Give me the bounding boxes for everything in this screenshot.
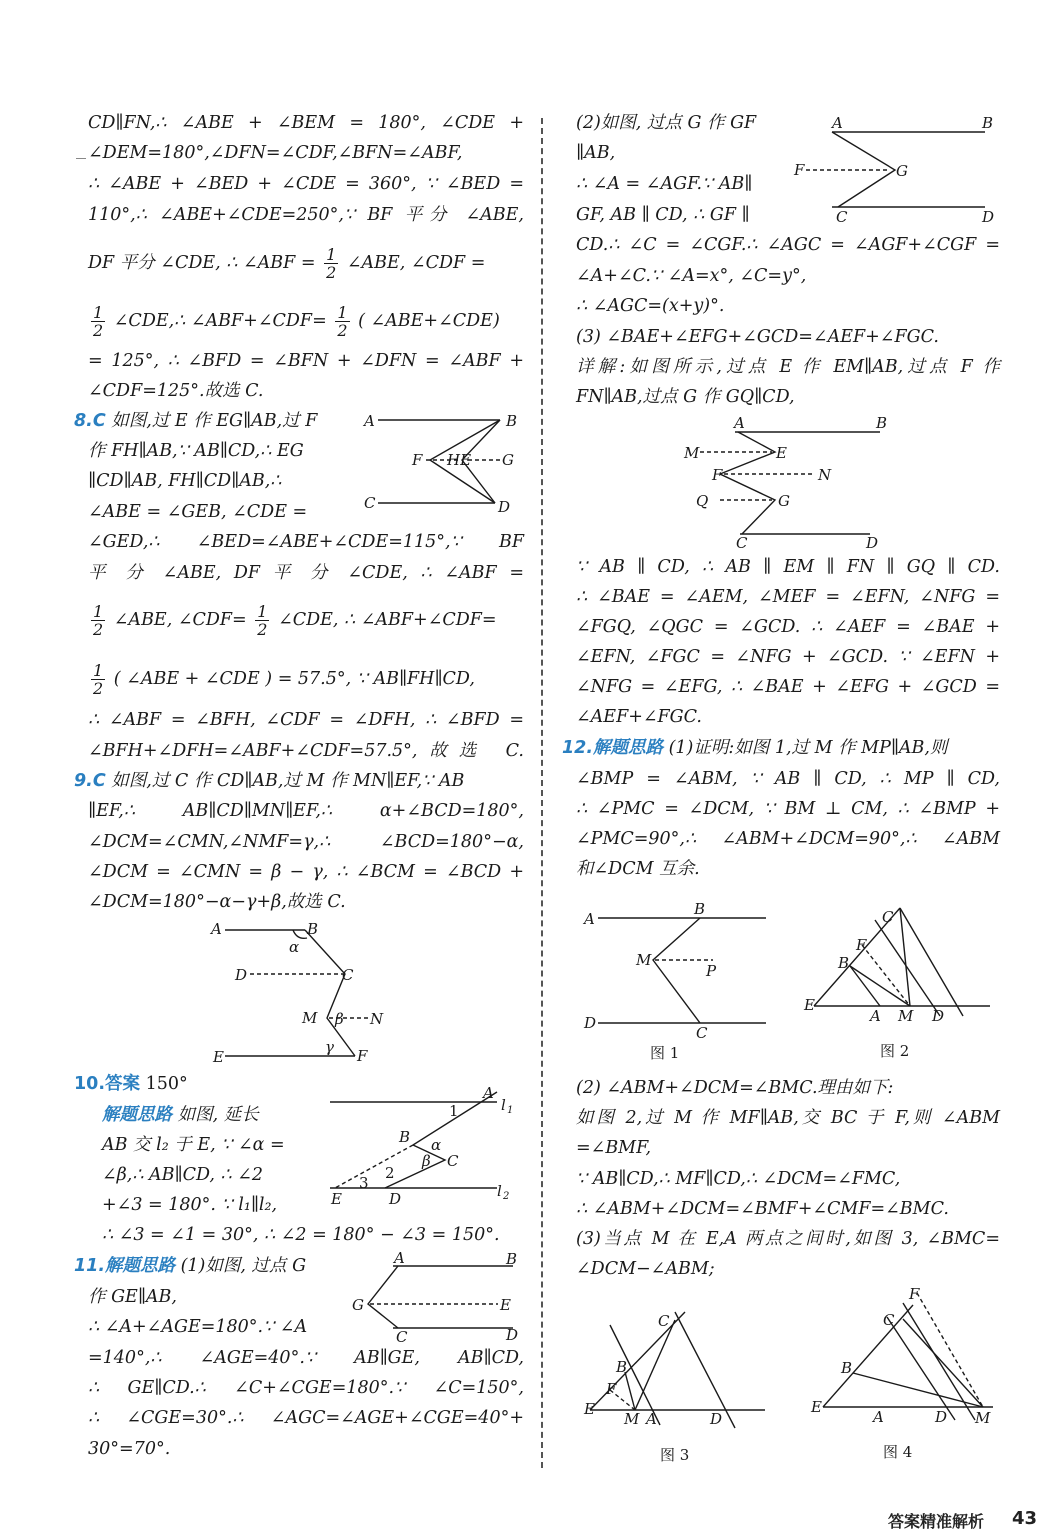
svg-text:A: A [483,1084,494,1102]
text-line: ∴ ∠ABF = ∠BFH, ∠CDF = ∠DFH, ∴ ∠BFD = [88,710,524,730]
svg-text:A: A [211,920,222,938]
text-line [102,1104,324,1126]
svg-text:G: G [502,451,514,469]
text-line [88,246,524,281]
svg-text:D: D [710,1410,723,1428]
line-ec [823,1305,913,1407]
line-cm [635,1320,675,1410]
text-line: ∠A+∠C.∵ ∠A=x°, ∠C=y°, [576,266,807,286]
figure-q12-2 [800,898,1000,1063]
answer-value: 150° [145,1074,188,1094]
text-line: ∠DCM=∠CMN,∠NMF=γ,∴ ∠BCD=180°−α, [88,832,524,852]
svg-text:α: α [289,938,300,956]
svg-text:A: A [734,414,745,432]
text-line: ∥CD∥AB, FH∥CD∥AB,∴ [88,471,282,491]
svg-text:C: C [658,1312,670,1330]
svg-text:B: B [307,920,319,938]
svg-text:1: 1 [507,1105,514,1116]
svg-text:B: B [841,1359,853,1377]
svg-text:Q: Q [696,492,709,510]
question-number: 12. [562,738,594,758]
svg-text:A: A [584,910,595,928]
text-line: =∠BMF, [576,1138,652,1158]
line-bm [853,1373,983,1407]
svg-text:β: β [422,1152,431,1170]
text-line: ∥AB, [576,143,616,163]
text-line: ∴ ∠3 = ∠1 = 30°, ∴ ∠2 = 180° − ∠3 = 150°. [102,1225,500,1245]
text-line: ∠AEF+∠FGC. [576,707,702,727]
figure-q12-1 [578,898,773,1063]
text-fragment: (1)如图, 过点 G [180,1256,307,1276]
text-line: ∵ AB ∥ CD, ∴ AB ∥ EM ∥ FN ∥ GQ ∥ CD. [576,557,1000,577]
text-line: ∴ ∠ABE + ∠BED + ∠CDE = 360°, ∵ ∠BED = [88,174,524,194]
svg-text:E: E [213,1048,224,1066]
text-line: GF, AB ∥ CD, ∴ GF ∥ [576,205,750,225]
svg-text:l: l [501,1096,506,1114]
figure-q11-3 [680,412,890,552]
svg-text:C: C [447,1152,459,1170]
text-line: ∠DCM=180°−α−γ+β,故选 C. [88,892,346,912]
svg-text:P: P [706,962,717,980]
svg-text:M: M [636,951,652,969]
svg-text:A: A [832,114,843,132]
svg-text:B: B [838,954,850,972]
svg-text:F: F [606,1380,617,1398]
svg-text:E: E [331,1190,342,1205]
text-line: ∠DEM=180°,∠DFN=∠CDF,∠BFN=∠ABF, [88,143,463,163]
svg-text:C: C [836,208,848,226]
svg-text:A: A [364,412,375,430]
svg-text:D: D [935,1408,948,1426]
figure-q12-3 [580,1300,780,1470]
text-line: 如图 2,过 M 作 MF∥AB,交 BC 于 F,则 ∠ABM [576,1108,1000,1128]
figure-q9 [205,918,400,1068]
question-number: 9.C [74,771,106,791]
text-line: 30°=70°. [88,1439,171,1459]
svg-text:C: C [364,494,376,512]
svg-text:B: B [876,414,888,432]
text-line: 作 FH∥AB,∵ AB∥CD,∴ EG [88,441,304,461]
svg-text:E: E [584,1400,595,1418]
text-line: = 125°, ∴ ∠BFD = ∠BFN + ∠DFN = ∠ABF + [88,351,524,371]
text-line: ∴ ∠A+∠AGE=180°.∵ ∠A [88,1317,308,1337]
text-line [88,662,524,697]
figure-q10 [325,1080,525,1205]
text-line [88,304,524,339]
margin-tick [76,158,86,159]
text-line [88,603,524,638]
svg-text:F: F [794,161,805,179]
text-fragment: ∠ABE, ∠CDF= [113,610,247,630]
text-fragment: 如图, 延长 [177,1105,259,1125]
text-fragment: ∠CDE,∴ ∠ABF+∠CDF= [113,311,327,331]
text-line: (2) ∠ABM+∠DCM=∠BMC.理由如下: [576,1078,894,1098]
svg-text:D: D [389,1190,402,1205]
dashed-extension [335,1145,413,1188]
text-line: ∠β,∴ AB∥CD, ∴ ∠2 [102,1165,264,1185]
svg-text:3: 3 [359,1174,369,1192]
text-line: ∠EFN, ∠FGC = ∠NFG + ∠GCD. ∵ ∠EFN + [576,647,1000,667]
figure-q11-2 [790,112,1000,227]
answer-tag: 答案 [105,1074,141,1094]
text-line: ∴ ∠ABM+∠DCM=∠BMF+∠CMF=∠BMC. [576,1199,949,1219]
text-line: ∴ ∠AGC=(x+y)°. [576,296,725,316]
line-bm [625,1372,635,1410]
svg-text:1: 1 [449,1102,459,1120]
text-line: 110°,∴ ∠ABE+∠CDE=250°,∵ BF 平分 ∠ABE, [88,205,524,225]
svg-text:D: D [866,534,879,552]
text-line: ∠CDF=125°.故选 C. [88,381,264,401]
text-line: ∥EF,∴ AB∥CD∥MN∥EF,∴ α+∠BCD=180°, [88,801,524,821]
text-line: 作 GE∥AB, [88,1287,177,1307]
svg-text:F: F [712,466,723,484]
figure-q11-1 [348,1252,528,1347]
svg-text:l: l [497,1182,502,1200]
line-cd [875,920,940,1016]
text-line: (3) ∠BAE+∠EFG+∠GCD=∠AEF+∠FGC. [576,327,939,347]
svg-text:G: G [778,492,790,510]
text-fragment: (1)证明:如图 1,过 M 作 MP∥AB,则 [668,738,948,758]
dashed-mf [917,1293,983,1407]
svg-text:N: N [818,466,832,484]
svg-text:D: D [584,1014,597,1032]
svg-text:C: C [883,1311,895,1329]
svg-text:2: 2 [503,1191,510,1202]
svg-text:B: B [506,412,518,430]
text-line: ∴ ∠A = ∠AGF.∵ AB∥ [576,174,753,194]
svg-text:N: N [370,1010,384,1028]
svg-text:C: C [736,534,748,552]
figure-caption: 图 1 [650,1044,680,1062]
figure-caption: 图 2 [880,1042,910,1060]
svg-text:A: A [873,1408,884,1426]
figure-q8 [360,408,525,518]
svg-text:C: C [342,966,354,984]
page-footer [888,1506,1048,1532]
question-number: 11. [74,1256,106,1276]
text-line: =140°,∴ ∠AGE=40°.∵ AB∥GE, AB∥CD, [88,1348,524,1368]
line-cm [903,1319,983,1407]
text-fragment: ( ∠ABE+∠CDE) [358,311,500,331]
line-bm [850,966,910,1006]
text-line: +∠3 = 180°. ∵ l₁∥l₂, [102,1195,278,1215]
svg-text:D: D [235,966,248,984]
figure-caption: 图 4 [883,1443,913,1461]
svg-text:F: F [856,936,867,954]
svg-text:D: D [982,208,995,226]
page-number: 43 [1012,1508,1038,1529]
text-line: ∴ GE∥CD.∴ ∠C+∠CGE=180°.∵ ∠C=150°, [88,1378,524,1398]
fraction: $\frac{1}{2}$ [326,245,337,282]
svg-text:C: C [696,1024,708,1042]
figure-caption: 图 3 [660,1446,690,1464]
text-fragment: ( ∠ABE + ∠CDE ) = 57.5°, ∵ AB∥FH∥CD, [113,669,475,689]
svg-text:F: F [357,1047,368,1065]
svg-text:B: B [506,1252,518,1268]
svg-text:A: A [870,1007,881,1025]
svg-text:C: C [882,908,894,926]
question-number: 8.C [74,411,106,431]
fraction: $\frac{1}{2}$ [93,661,104,698]
fraction: $\frac{1}{2}$ [93,602,104,639]
column-divider [541,118,543,1468]
svg-text:D: D [498,498,511,516]
svg-text:F: F [412,451,423,469]
svg-text:α: α [431,1136,442,1154]
svg-text:B: B [616,1358,628,1376]
line-ba [850,966,880,1006]
svg-text:2: 2 [385,1164,395,1182]
text-line: ∠ABE = ∠GEB, ∠CDE = [88,502,308,522]
svg-text:β: β [335,1010,344,1028]
solution-tag: 解题思路 [105,1256,176,1276]
svg-text:HE: HE [447,451,472,469]
svg-text:γ: γ [325,1038,334,1056]
text-line: ∵ AB∥CD,∴ MF∥CD,∴ ∠DCM=∠FMC, [576,1169,901,1189]
line-ec [590,1312,685,1410]
text-line: FN∥AB,过点 G 作 GQ∥CD, [576,387,795,407]
q11-line [74,1255,354,1277]
text-line: ∠NFG = ∠EFG, ∴ ∠BAE + ∠EFG + ∠GCD = [576,677,1000,697]
path-aefgc [720,432,775,534]
text-line: ∠DCM = ∠CMN = β − γ, ∴ ∠BCM = ∠BCD + [88,862,524,882]
text-line: ∠DCM−∠ABM; [576,1259,715,1279]
text-line: ∠BMP = ∠ABM, ∵ AB ∥ CD, ∴ MP ∥ CD, [576,769,1000,789]
solution-tag: 解题思路 [102,1105,172,1125]
text-line: ∴ ∠PMC = ∠DCM, ∵ BM ⊥ CM, ∴ ∠BMP + [576,799,1000,819]
svg-text:A: A [646,1410,657,1428]
text-line: 和∠DCM 互余. [576,859,700,879]
fraction: $\frac{1}{2}$ [93,303,104,340]
text-line: AB 交 l₂ 于 E, ∵ ∠α = [102,1135,285,1155]
path-agc [368,1266,398,1328]
svg-text:G: G [352,1296,364,1314]
svg-text:D: D [506,1326,519,1344]
q9-line [74,770,524,792]
svg-text:F: F [909,1285,920,1303]
svg-text:B: B [982,114,994,132]
fraction: $\frac{1}{2}$ [257,602,268,639]
svg-text:E: E [776,444,787,462]
text-line: ∴ ∠CGE=30°.∴ ∠AGC=∠AGE+∠CGE=40°+ [88,1408,524,1428]
question-number: 10. [74,1074,106,1094]
svg-text:M: M [302,1009,318,1027]
fraction: $\frac{1}{2}$ [337,303,348,340]
svg-text:B: B [694,900,706,918]
svg-text:G: G [896,162,908,180]
text-line: ∠PMC=90°,∴ ∠ABM+∠DCM=90°,∴ ∠ABM [576,829,1000,849]
svg-text:C: C [396,1328,408,1346]
text-line: ∠BFH+∠DFH=∠ABF+∠CDF=57.5°,故选 C. [88,741,524,761]
svg-text:A: A [394,1252,405,1267]
q8-line [74,410,364,432]
text-fragment: ∠ABE, ∠CDF = [346,253,486,273]
q12-line [562,737,1000,759]
svg-text:E: E [811,1398,822,1416]
svg-text:M: M [684,444,700,462]
dashed-mf [862,945,910,1006]
text-fragment: 如图,过 C 作 CD∥AB,过 M 作 MN∥EF,∵ AB [111,771,465,791]
svg-text:B: B [399,1128,411,1146]
svg-text:M: M [624,1410,640,1428]
text-fragment: 如图,过 E 作 EG∥AB,过 F [111,411,318,431]
text-line: 详解:如图所示,过点 E 作 EM∥AB,过点 F 作 [576,357,1000,377]
text-line: ∠FGQ, ∠QGC = ∠GCD. ∴ ∠AEF = ∠BAE + [576,617,1000,637]
footer-label: 答案精准解析 [888,1512,985,1531]
text-fragment: DF 平分 ∠CDE, ∴ ∠ABF = [88,253,316,273]
text-fragment: ∠CDE, ∴ ∠ABF+∠CDF= [278,610,497,630]
text-line: (2)如图, 过点 G 作 GF [576,113,757,133]
text-line: ∴ ∠BAE = ∠AEM, ∠MEF = ∠EFN, ∠NFG = [576,587,1000,607]
text-line: CD.∴ ∠C = ∠CGF.∴ ∠AGC = ∠AGF+∠CGF = [576,235,1000,255]
figure-q12-4 [805,1285,1005,1475]
svg-text:E: E [804,996,815,1014]
text-line: 平 分 ∠ABE, DF 平 分 ∠CDE, ∴ ∠ABF = [88,563,524,583]
text-line: CD∥FN,∴ ∠ABE + ∠BEM = 180°, ∠CDE + [88,113,524,133]
solution-tag: 解题思路 [593,738,664,758]
text-line: (3)当点 M 在 E,A 两点之间时,如图 3, ∠BMC= [576,1229,1000,1249]
svg-text:D: D [932,1007,945,1025]
svg-text:M: M [975,1409,991,1427]
path-bmc [653,918,700,1023]
svg-text:M: M [898,1007,914,1025]
text-line: ∠GED,∴ ∠BED=∠ABE+∠CDE=115°,∵ BF [88,532,524,552]
svg-text:E: E [500,1296,511,1314]
